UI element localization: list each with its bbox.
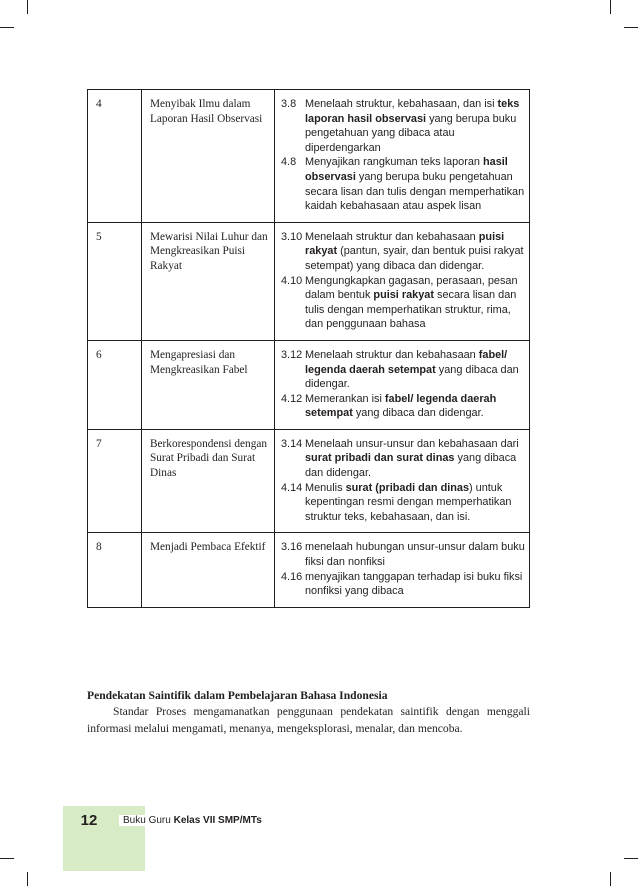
competency-text-part: Menelaah struktur dan kebahasaan [305,348,479,361]
competency-text [305,230,525,274]
competency-text [305,540,525,569]
chapter-number: 4 [88,90,142,223]
competency-text [305,97,525,155]
crop-mark-bottom-left-h [0,858,14,859]
scientific-approach-section [87,688,530,737]
competency-code: 3.14 [281,437,303,450]
basic-competencies [275,429,530,533]
crop-mark-bottom-left-v [27,872,28,886]
competency-text-part: yang dibaca dan didengar. [352,407,484,420]
chapter-number: 7 [88,429,142,533]
competency-item [281,230,525,274]
competency-code: 4.16 [281,570,303,583]
competency-keyword: surat (pribadi dan dinas [345,481,470,494]
basic-competencies [275,222,530,340]
basic-competencies [275,533,530,607]
crop-mark-top-left-h [0,27,14,28]
competency-text-part: (pantun, syair, dan bentuk puisi rakyat setempat) yang dibaca dan didengar. [305,245,524,272]
section-heading: Pendekatan Saintifik dalam Pembelajaran Bahasa Indonesia [87,689,388,702]
competency-keyword: puisi rakyat [373,289,434,302]
table-row [88,340,530,429]
competency-text-part: secara lisan dan tulis dengan memperhatikan struktur, rima, dan penggunaan bahasa [305,289,517,331]
competency-code: 4.12 [281,392,303,405]
competency-code: 3.8 [281,98,297,110]
competency-text [305,155,525,213]
competency-item [281,570,525,599]
chapter-title: Berkorespondensi dengan Surat Pribadi dan Surat Dinas [142,429,275,533]
table-row [88,90,530,223]
competency-item [281,437,525,481]
footer-book-prefix: Buku Guru [123,815,174,826]
competency-item [281,392,525,421]
chapter-number: 8 [88,533,142,607]
competency-text-part: yang berupa buku pengetahuan secara lisan dan tulis dengan memperhatikan kaidah kebahasaan atau aspek lisan [305,170,525,213]
competency-text [305,570,525,599]
competency-text-part: yang dibaca dan didengar. [305,363,519,391]
basic-competencies [275,340,530,429]
competency-code: 4.10 [281,274,303,287]
competency-text-part: Mengungkapkan gagasan, perasaan, pesan dalam bentuk [305,274,518,302]
competency-code: 4.14 [281,481,303,494]
competency-code: 3.16 [281,541,303,554]
table-row [88,533,530,607]
competency-text [305,348,525,392]
running-footer [119,815,266,826]
crop-mark-bottom-right-v [610,872,611,886]
table-row [88,429,530,533]
competency-text [305,392,525,421]
chapter-number: 5 [88,222,142,340]
section-paragraph: Standar Proses mengamanatkan penggunaan pendekatan saintifik dengan menggali informasi melalui mengamati, menanya, mengeksplorasi, menalar, dan mencoba. [87,705,530,735]
competency-text-part: menyajikan tanggapan terhadap isi buku fiksi nonfiksi yang dibaca [305,570,523,598]
crop-mark-top-right-h [624,27,638,28]
competency-keyword: fabel/ legenda daerah setempat [305,348,508,376]
competency-item [281,481,525,525]
competency-text-part: Menyajikan rangkuman teks laporan [305,156,483,169]
crop-mark-top-left-v [27,0,28,14]
competency-keyword: surat pribadi dan surat dinas [305,452,455,465]
competency-text-part: ) untuk kepentingan resmi dengan memperhatikan struktur teks, kebahasaan, dan isi. [305,481,512,523]
competency-item [281,348,525,392]
competency-code: 3.12 [281,348,303,361]
chapter-title: Mewarisi Nilai Luhur dan Mengkreasikan Puisi Rakyat [142,222,275,340]
crop-mark-top-right-v [610,0,611,14]
page-number: 12 [80,812,98,829]
competency-text-part: yang dibaca dan didengar. [305,452,517,480]
chapter-title: Menyibak Ilmu dalam Laporan Hasil Observasi [142,90,275,223]
competency-item [281,97,525,155]
competency-text [305,274,525,332]
competency-text [305,437,525,481]
competency-text-part: Memerankan isi [305,392,385,405]
competency-keyword: hasil observasi [305,156,508,183]
table-row [88,222,530,340]
competency-text-part: Menelaah struktur dan kebahasaan [305,230,479,243]
competency-code: 3.10 [281,230,303,243]
competency-item [281,540,525,569]
competency-text-part: menelaah hubungan unsur-unsur dalam buku fiksi dan nonfiksi [305,541,525,569]
chapter-title: Menjadi Pembaca Efektif [142,533,275,607]
competency-table-body [88,90,530,608]
competency-code: 4.8 [281,156,297,169]
competency-text-part: yang berupa buku pengetahuan yang dibaca atau diperdengarkan [305,112,517,154]
competency-text-part: Menelaah unsur-unsur dan kebahasaan dari [305,437,519,450]
competency-text-part: Menulis [305,481,346,494]
competency-item [281,274,525,332]
basic-competencies [275,90,530,223]
crop-mark-bottom-right-h [624,858,638,859]
competency-text [305,481,525,525]
competency-text-part: Menelaah struktur, kebahasaan, dan isi [305,98,498,110]
chapter-number: 6 [88,340,142,429]
competency-keyword: teks laporan hasil observasi [305,98,520,125]
competency-table [87,89,530,608]
competency-item [281,155,525,213]
competency-keyword: fabel/ legenda daerah setempat [305,392,497,420]
chapter-title: Mengapresiasi dan Mengkreasikan Fabel [142,340,275,429]
competency-keyword: puisi rakyat [305,230,505,258]
footer-book-class: Kelas VII SMP/MTs [173,815,262,826]
